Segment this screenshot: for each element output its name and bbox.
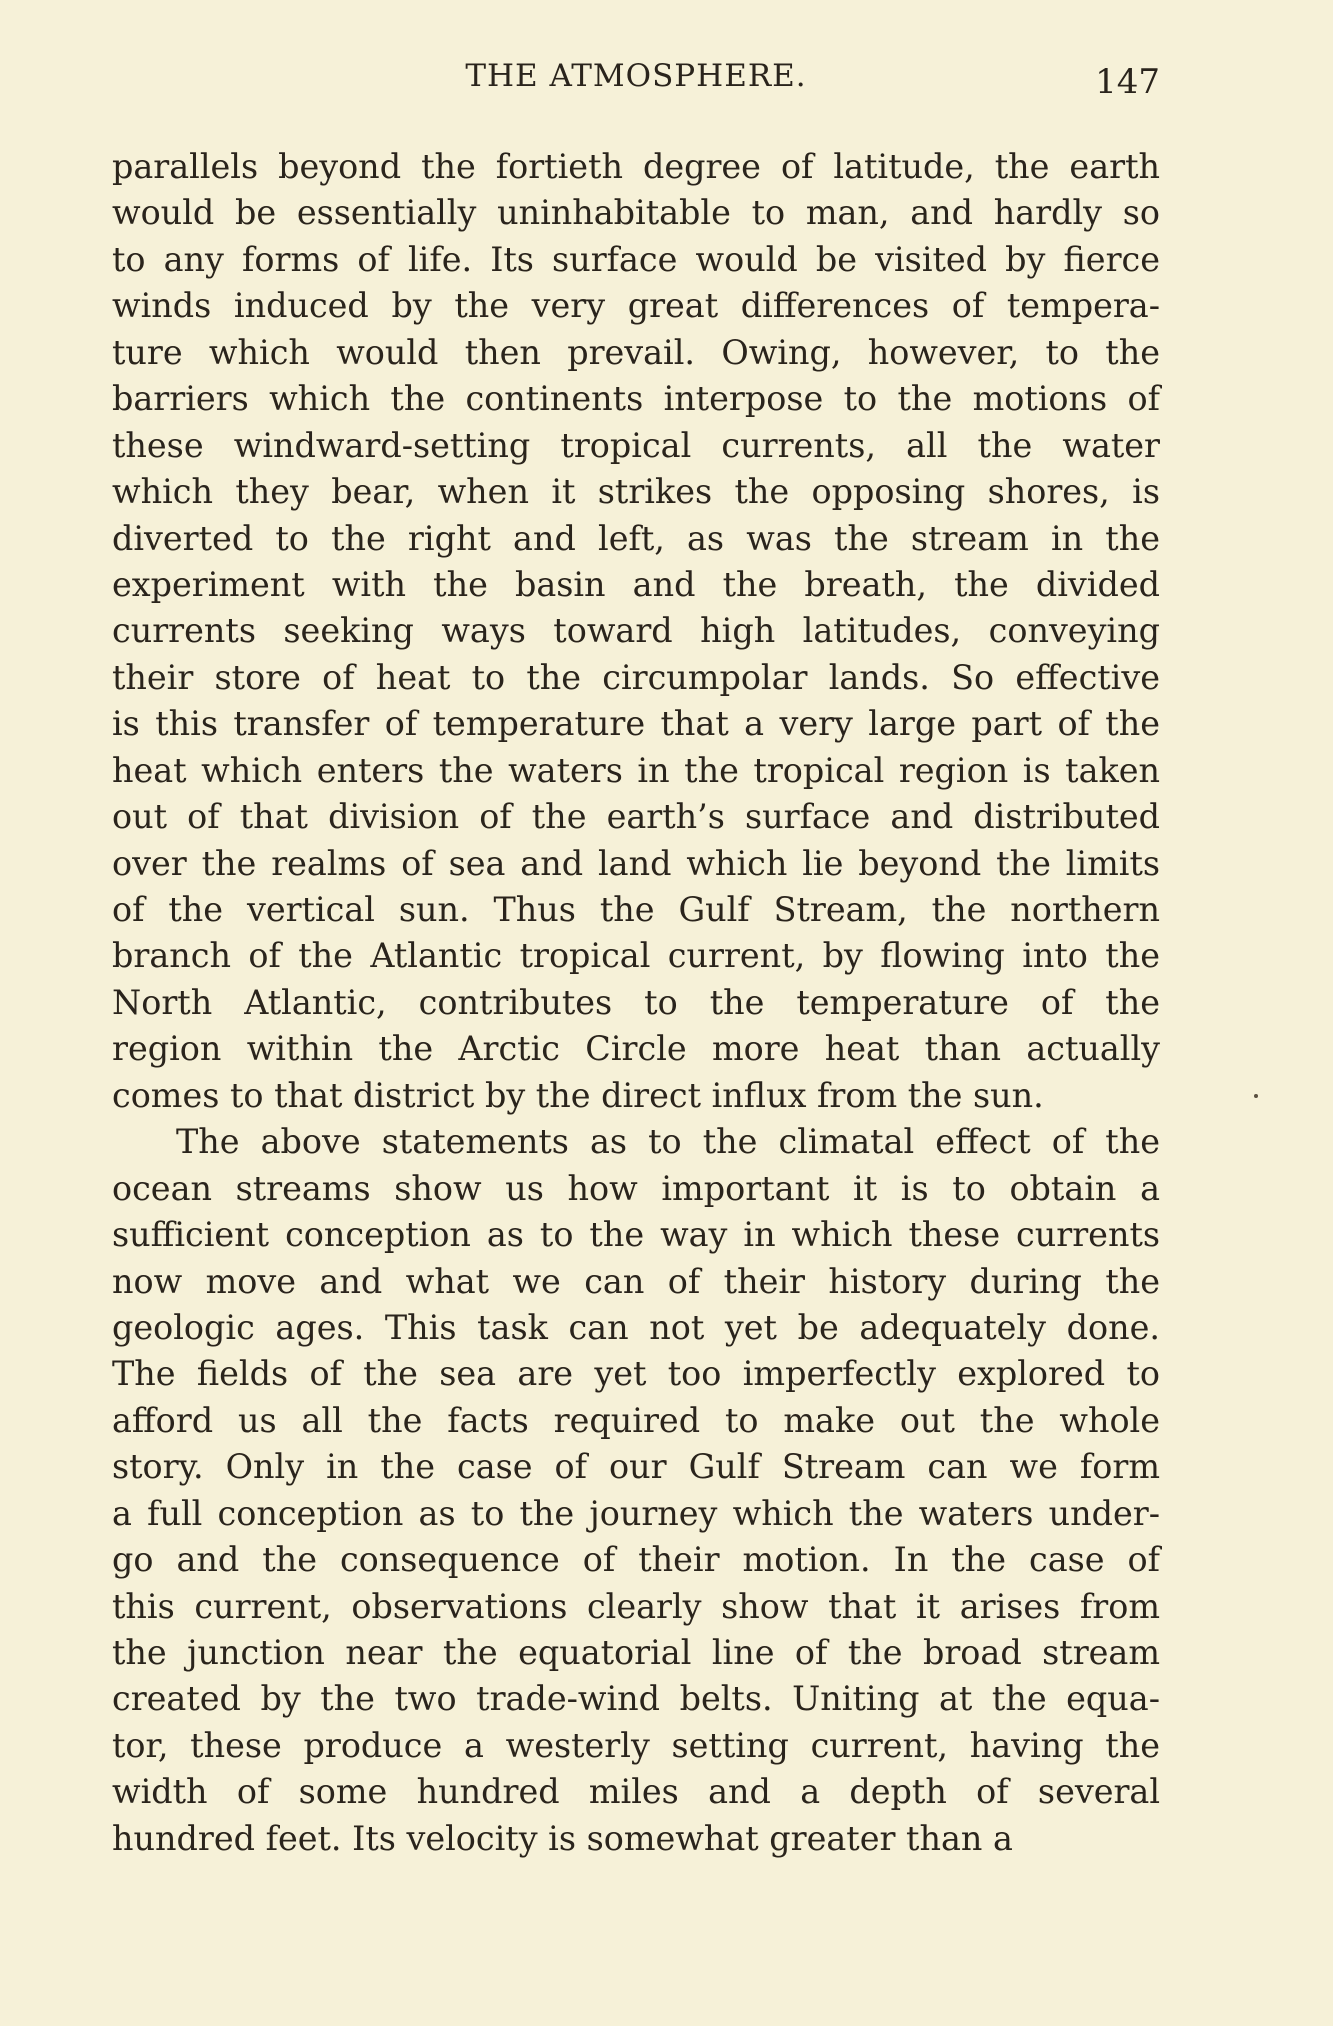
text-line: hundred feet. Its velocity is somewhat greater than a [112, 1818, 1013, 1858]
text-line: created by the two trade-wind belts. Uniting at the equa- [112, 1679, 1160, 1719]
text-line: the junction near the equatorial line of the broad stream [112, 1633, 1160, 1672]
text-line: winds induced by the very great differences of tempera- [112, 286, 1160, 326]
text-line: The fields of the sea are yet too imperfectly explored to [112, 1354, 1160, 1394]
text-line: North Atlantic, contributes to the temperature of the [112, 982, 1160, 1022]
text-line: region within the Arctic Circle more heat than actually [112, 1029, 1160, 1069]
text-line: branch of the Atlantic tropical current, by flowing into the [112, 936, 1160, 976]
page-number: 147 [1095, 62, 1160, 102]
text-line: over the realms of sea and land which lie beyond the limits [112, 843, 1160, 883]
text-line: ture which would then prevail. Owing, however, to the [112, 332, 1160, 372]
text-line: out of that division of the earth’s surface and distributed [112, 797, 1160, 837]
paragraph [112, 144, 1160, 1119]
margin-speck [1254, 1094, 1258, 1098]
text-line: parallels beyond the fortieth degree of latitude, the earth [112, 147, 1160, 186]
text-line: story. Only in the case of our Gulf Stream can we form [112, 1447, 1160, 1487]
body-text [112, 144, 1160, 1862]
text-line: now move and what we can of their history during the [112, 1261, 1160, 1301]
text-line: tor, these produce a westerly setting current, having the [112, 1725, 1160, 1765]
paragraph [112, 1119, 1160, 1862]
text-line: go and the consequence of their motion. In the case of [112, 1540, 1160, 1580]
text-line: comes to that district by the direct influx from the sun. [112, 1075, 1044, 1115]
running-title: THE ATMOSPHERE. [465, 58, 807, 94]
text-line: The above statements as to the climatal effect of the [176, 1122, 1160, 1162]
text-line: is this transfer of temperature that a very large part of the [112, 704, 1160, 744]
running-head [112, 58, 1160, 108]
text-line: heat which enters the waters in the tropical region is taken [112, 750, 1160, 790]
text-line: diverted to the right and left, as was the stream in the [112, 518, 1160, 558]
text-line: ocean streams show us how important it is to obtain a [112, 1168, 1160, 1208]
text-line: of the vertical sun. Thus the Gulf Stream, the northern [112, 890, 1160, 929]
text-line: barriers which the continents interpose to the motions of [112, 379, 1160, 419]
text-line: which they bear, when it strikes the opposing shores, is [112, 472, 1160, 512]
text-line: their store of heat to the circumpolar lands. So effective [112, 657, 1160, 697]
text-line: would be essentially uninhabitable to man, and hardly so [112, 193, 1160, 233]
text-line: width of some hundred miles and a depth of several [112, 1772, 1160, 1812]
text-line: these windward-setting tropical currents, all the water [112, 425, 1160, 465]
text-line: this current, observations clearly show that it arises from [112, 1586, 1160, 1626]
text-line: to any forms of life. Its surface would be visited by fierce [112, 239, 1160, 279]
text-line: experiment with the basin and the breath, the divided [112, 564, 1160, 604]
text-line: currents seeking ways toward high latitudes, conveying [112, 611, 1160, 651]
text-line: sufficient conception as to the way in which these currents [112, 1215, 1160, 1255]
text-line: a full conception as to the journey which the waters under- [112, 1493, 1160, 1533]
text-line: geologic ages. This task can not yet be adequately done. [112, 1307, 1160, 1347]
text-line: afford us all the facts required to make out the whole [112, 1400, 1160, 1440]
